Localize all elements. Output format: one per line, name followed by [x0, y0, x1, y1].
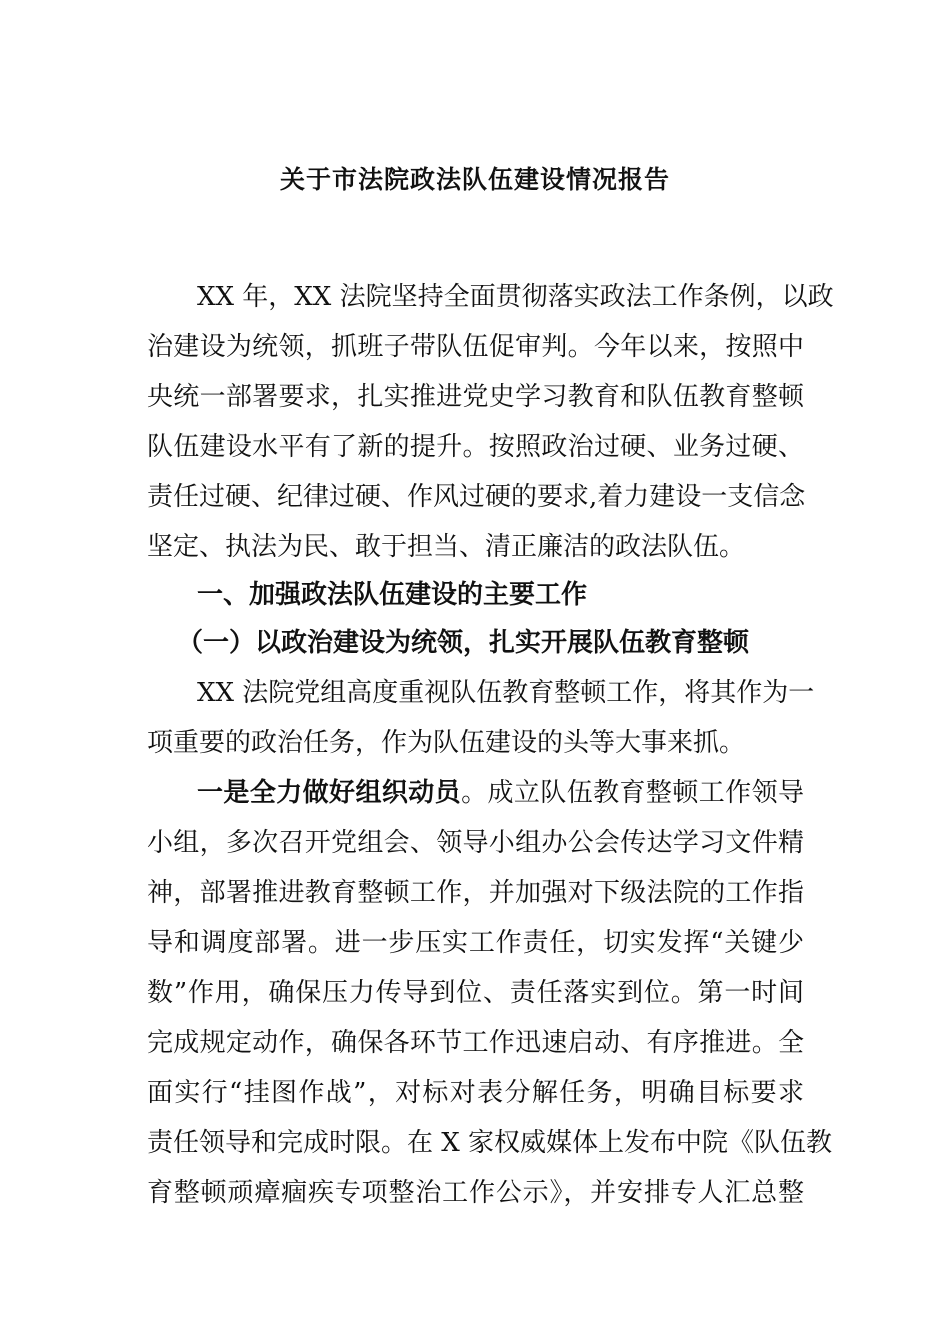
paragraph-line: 导和调度部署。进一步压实工作责任，切实发挥“关键少 [147, 928, 804, 958]
paragraph-line: 责任领导和完成时限。在 X 家权威媒体上发布中院《队伍教 [147, 1128, 833, 1158]
paragraph-line: 队伍建设水平有了新的提升。按照政治过硬、业务过硬、 [147, 432, 804, 462]
subsection-heading: （一）以政治建设为统领，扎实开展队伍教育整顿 [177, 628, 750, 658]
paragraph-line: 坚定、执法为民、敢于担当、清正廉洁的政法队伍。 [147, 532, 746, 562]
paragraph-lead: 一是全力做好组织动员 [197, 778, 462, 808]
paragraph-line: 神，部署推进教育整顿工作，并加强对下级法院的工作指 [147, 878, 804, 908]
paragraph-line: 小组，多次召开党组会、领导小组办公会传达学习文件精 [147, 828, 804, 858]
paragraph-line: 央统一部署要求，扎实推进党史学习教育和队伍教育整顿 [147, 382, 804, 412]
paragraph-line: 项重要的政治任务，作为队伍建设的头等大事来抓。 [147, 728, 746, 758]
paragraph-line: 治建设为统领，抓班子带队伍促审判。今年以来，按照中 [147, 332, 804, 362]
document-title: 关于市法院政法队伍建设情况报告 [279, 165, 670, 194]
paragraph-line: XX 年，XX 法院坚持全面贯彻落实政法工作条例，以政 [197, 282, 834, 312]
paragraph-line: 数”作用，确保压力传导到位、责任落实到位。第一时间 [147, 978, 804, 1008]
paragraph-line: 完成规定动作，确保各环节工作迅速启动、有序推进。全 [147, 1028, 804, 1058]
paragraph-line: 责任过硬、纪律过硬、作风过硬的要求,着力建设一支信念 [147, 482, 806, 512]
section-heading: 一、加强政法队伍建设的主要工作 [197, 580, 588, 610]
paragraph-lead-rest: 。成立队伍教育整顿工作领导 [461, 778, 804, 808]
paragraph-line: XX 法院党组高度重视队伍教育整顿工作，将其作为一 [197, 678, 815, 708]
paragraph-line: 育整顿顽瘴痼疾专项整治工作公示》，并安排专人汇总整 [147, 1178, 804, 1208]
paragraph-line: 面实行“挂图作战”，对标对表分解任务，明确目标要求 [147, 1078, 804, 1108]
paragraph-first-line [197, 768, 804, 818]
